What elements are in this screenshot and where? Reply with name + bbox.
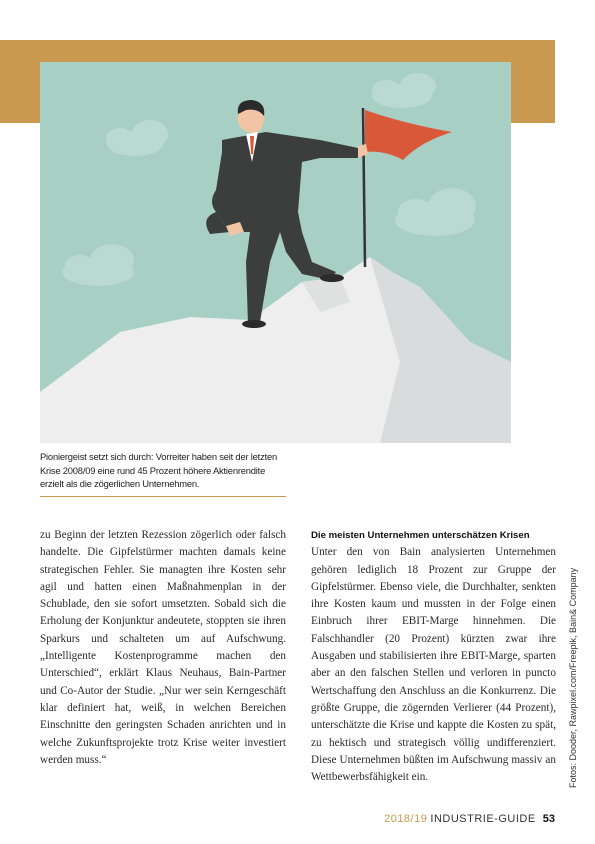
page-footer: [384, 813, 555, 825]
summit-illustration-svg: [40, 62, 511, 443]
caption-divider: [40, 496, 286, 497]
figure-caption: Pioniergeist setzt sich durch: Vorreiter haben seit der letzten Krise 2008/09 eine rund 45 Prozent höhere Aktienrendite erzielt als die zögerlichen Unternehmen.: [40, 451, 278, 489]
flag-pole: [363, 108, 365, 267]
page-number: 53: [542, 813, 555, 825]
body-paragraph: zu Beginn der letzten Rezession zögerlich oder falsch handelte. Die Gipfelstürmer machten damals keine strategischen Fehler. Sie managten ihre Kosten sehr agil und hatten einen Maßnahmenplan in der Schublade, den sie sofort umsetzten. Sobald sich die Erholung der Konjunktur andeutete, stoppten sie ihren Sparkurs und schalteten um auf Aufschwung. „Intelligente Kostenprogramme machen den Unterschied“, erklärt Klaus Neuhaus, Bain-Partner und Co-Autor der Studie. „Nur wer sein Kerngeschäft klar definiert hat, weiß, in welchen Bereichen Einschnitte den geringsten Schaden anrichten und in welche Zukunftsprojekte trotz Krise weiter investiert werden muss.“: [40, 529, 286, 766]
article-column-left: [40, 527, 286, 769]
flag-icon: [365, 110, 452, 160]
photo-credits: Fotos: Dooder, Rawpixel.com/Freepik, Bain& Company: [568, 567, 578, 788]
body-paragraph: Unter den von Bain analysierten Unternehmen gehören lediglich 18 Prozent zur Gruppe der Gipfelstürmer. Ebenso viele, die Durchhalter, senkten ihre Kosten kaum und mussten in der Folge einen Einbruch ihrer EBIT-Marge hinnehmen. Die Falschhandler (20 Prozent) kürzten zwar ihre Ausgaben und stabilisierten ihre EBIT-Marge, sparten aber an den falschen Stellen und verloren in puncto Wertschaffung den Anschluss an die Konkurrenz. Die größte Gruppe, die zögernden Verlierer (44 Prozent), unterschätzte die Krise und kappte die Kosten zu spät, zu hektisch und strategisch völlig undifferenziert. Diese Unternehmen büßten im Aufschwung massiv an Wettbewerbsfähigkeit ein.: [311, 546, 556, 784]
article-column-right: [311, 527, 556, 786]
footer-year: 2018/19: [384, 813, 428, 825]
footer-publication: INDUSTRIE-GUIDE: [430, 813, 536, 825]
hero-illustration: [40, 62, 511, 443]
section-subheading: Die meisten Unternehmen unterschätzen Krisen: [311, 530, 530, 541]
